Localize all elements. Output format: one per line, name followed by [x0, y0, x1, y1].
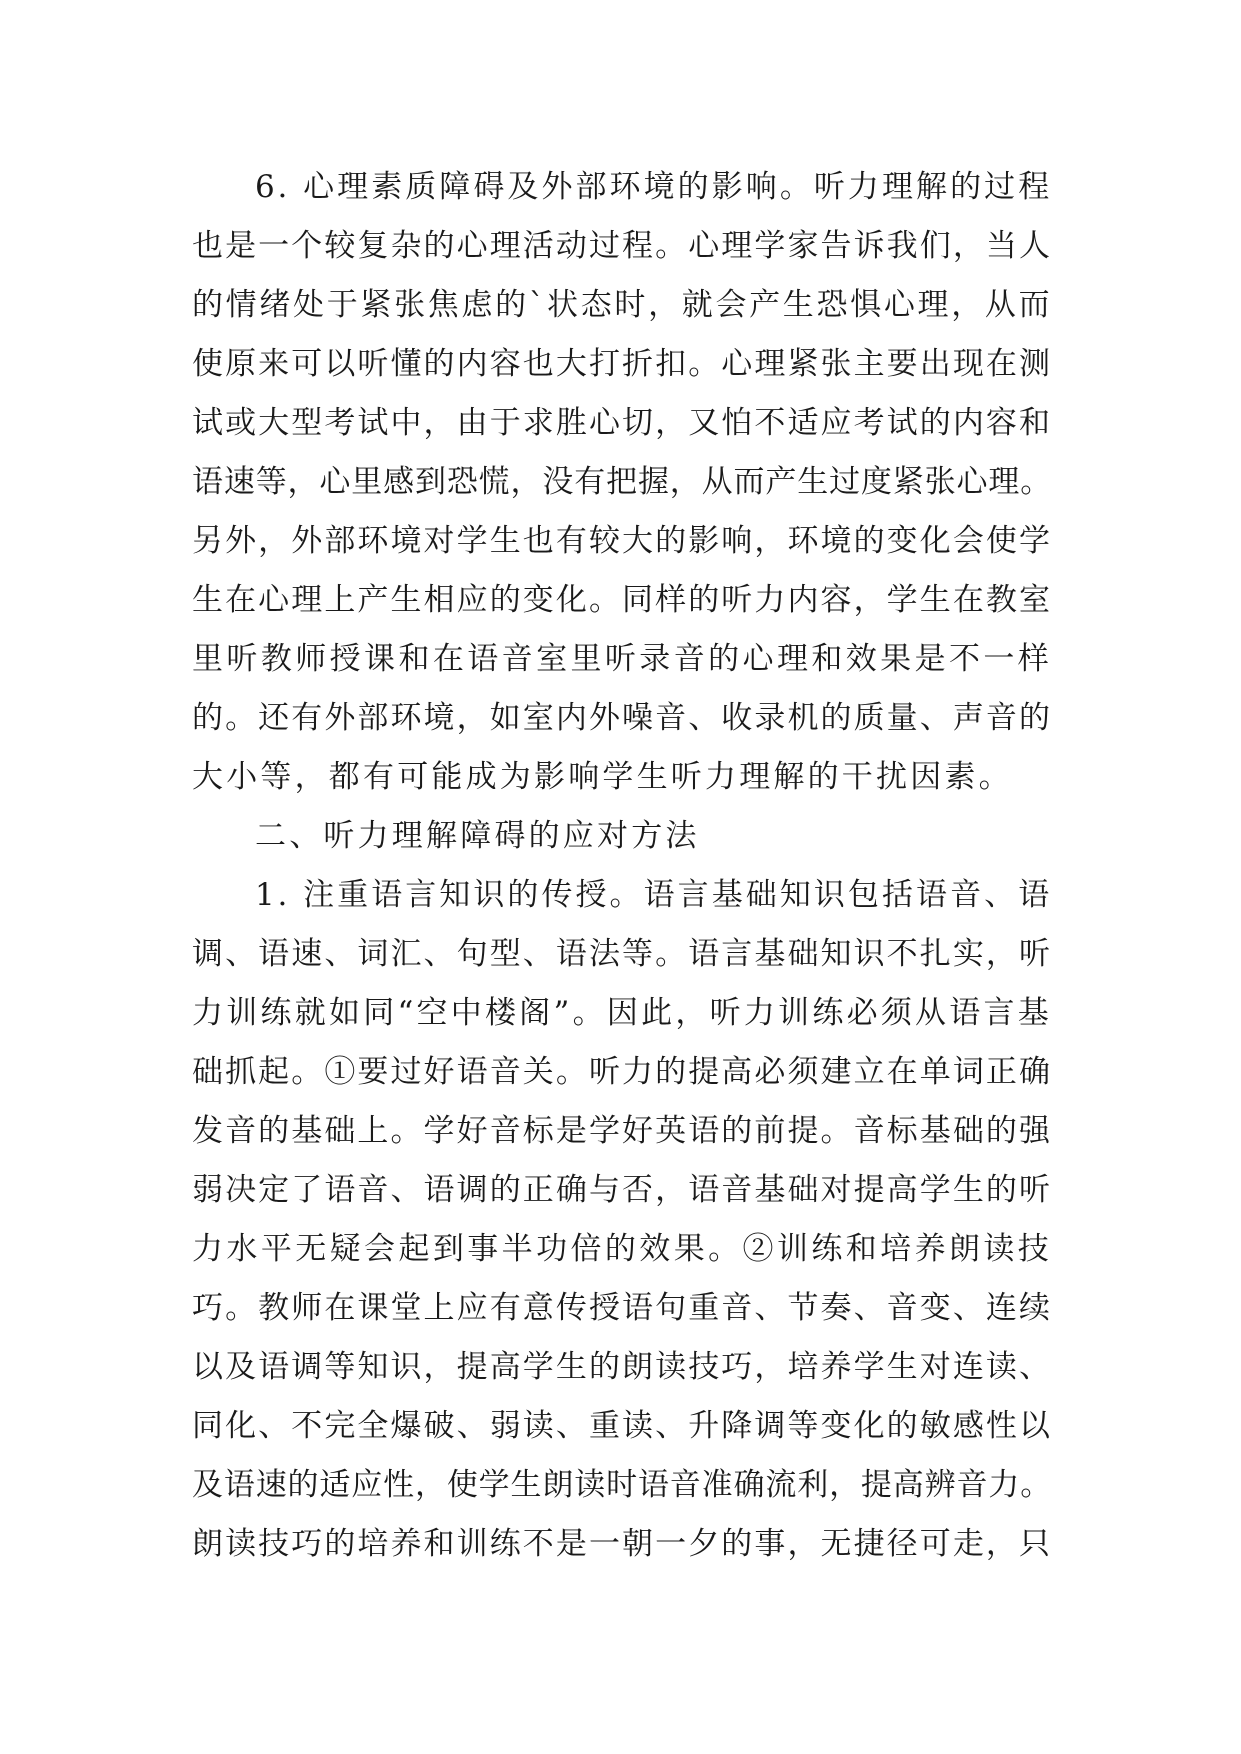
paragraph-2-line-12: 朗读技巧的培养和训练不是一朝一夕的事，无捷径可走，只: [192, 1526, 1052, 1562]
paragraph-1-line-6: 语速等，心里感到恐慌，没有把握，从而产生过度紧张心理。: [192, 464, 1052, 500]
paragraph-1-line-10: 的。还有外部环境，如室内外噪音、收录机的质量、声音的: [192, 700, 1052, 736]
paragraph-2-line-11: 及语速的适应性，使学生朗读时语音准确流利，提高辨音力。: [192, 1467, 1052, 1503]
paragraph-2-line-10: 同化、不完全爆破、弱读、重读、升降调等变化的敏感性以: [192, 1408, 1052, 1444]
paragraph-1-line-9: 里听教师授课和在语音室里听录音的心理和效果是不一样: [192, 641, 1052, 677]
paragraph-1-line-8: 生在心理上产生相应的变化。同样的听力内容，学生在教室: [192, 582, 1052, 618]
paragraph-2-line-4: 础抓起。①要过好语音关。听力的提高必须建立在单词正确: [192, 1054, 1052, 1090]
section-heading: 二、听力理解障碍的应对方法: [255, 818, 700, 854]
paragraph-2-line-2: 调、语速、词汇、句型、语法等。语言基础知识不扎实，听: [192, 936, 1052, 972]
paragraph-1-line-5: 试或大型考试中，由于求胜心切，又怕不适应考试的内容和: [192, 405, 1052, 441]
paragraph-2-line-9: 以及语调等知识，提高学生的朗读技巧，培养学生对连读、: [192, 1349, 1052, 1385]
paragraph-1-line-7: 另外，外部环境对学生也有较大的影响，环境的变化会使学: [192, 523, 1052, 559]
paragraph-2-line-8: 巧。教师在课堂上应有意传授语句重音、节奏、音变、连续: [192, 1290, 1052, 1326]
paragraph-1-line-2: 也是一个较复杂的心理活动过程。心理学家告诉我们，当人: [192, 228, 1052, 264]
paragraph-1-line-4: 使原来可以听懂的内容也大打折扣。心理紧张主要出现在测: [192, 346, 1052, 382]
paragraph-1-line-1: 6. 心理素质障碍及外部环境的影响。听力理解的过程: [255, 169, 1052, 205]
paragraph-2-line-6: 弱决定了语音、语调的正确与否，语音基础对提高学生的听: [192, 1172, 1052, 1208]
paragraph-1-line-11: 大小等，都有可能成为影响学生听力理解的干扰因素。: [192, 759, 1013, 795]
paragraph-2-line-1: 1. 注重语言知识的传授。语言基础知识包括语音、语: [255, 877, 1052, 913]
paragraph-2-line-3: 力训练就如同“空中楼阁”。因此，听力训练必须从语言基: [192, 995, 1052, 1031]
paragraph-2-line-5: 发音的基础上。学好音标是学好英语的前提。音标基础的强: [192, 1113, 1052, 1149]
paragraph-2-line-7: 力水平无疑会起到事半功倍的效果。②训练和培养朗读技: [192, 1231, 1052, 1267]
paragraph-1-line-3: 的情绪处于紧张焦虑的`状态时，就会产生恐惧心理，从而: [192, 287, 1052, 323]
